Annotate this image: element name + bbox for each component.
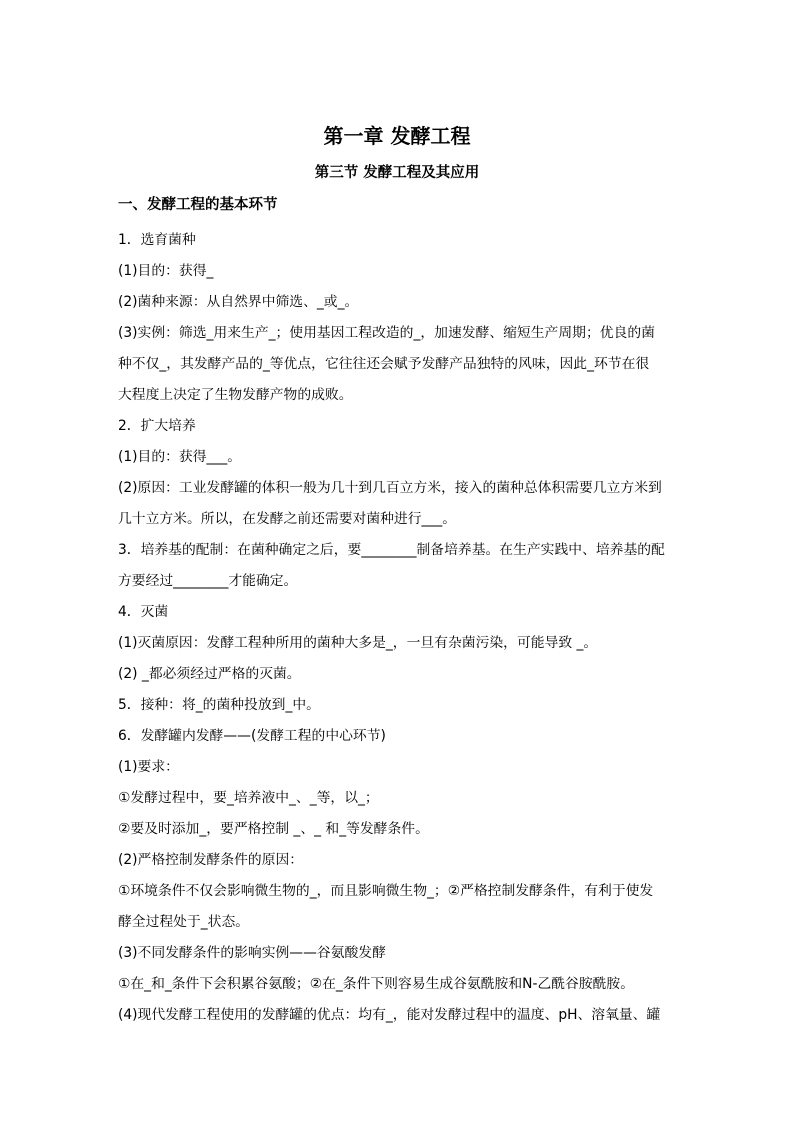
text-line: 5．接种：将_的菌种投放到_中。	[118, 697, 320, 713]
section-subtitle: 第三节 发酵工程及其应用	[314, 165, 480, 181]
text-line: 大程度上决定了生物发酵产物的成败。	[118, 387, 353, 403]
text-line: ①在_和_条件下会积累谷氨酸；②在_条件下则容易生成谷氨酰胺和N-乙酰谷胺酰胺。	[118, 976, 635, 992]
text-line: (3)不同发酵条件的影响实例——谷氨酸发酵	[118, 945, 386, 961]
text-line: 3．培养基的配制：在菌种确定之后，要________制备培养基。在生产实践中、培养基的配	[118, 542, 665, 558]
text-line: ②要及时添加_，要严格控制 _、_ 和_等发酵条件。	[118, 821, 429, 837]
text-line: (3)实例：筛选_用来生产_；使用基因工程改造的_，加速发酵、缩短生产周期；优良的菌	[118, 325, 655, 341]
text-line: (1)目的：获得___。	[118, 449, 242, 465]
section-heading: 一、发酵工程的基本环节	[118, 197, 278, 213]
text-line: (2) _都必须经过严格的灭菌。	[118, 666, 301, 682]
text-line: 2．扩大培养	[118, 418, 196, 434]
text-line: ①发酵过程中，要_培养液中_、_等，以_；	[118, 790, 379, 806]
text-line: 方要经过________才能确定。	[118, 573, 298, 589]
text-line: 种不仅_，其发酵产品的_等优点，它往往还会赋予发酵产品独特的风味，因此_环节在很	[118, 356, 650, 372]
text-line: (4)现代发酵工程使用的发酵罐的优点：均有_，能对发酵过程中的温度、pH、溶氧量、罐	[118, 1007, 661, 1023]
text-line: 6．发酵罐内发酵——(发酵工程的中心环节)	[118, 728, 386, 744]
text-line: (1)目的：获得_	[118, 263, 214, 279]
text-line: (2)原因：工业发酵罐的体积一般为几十到几百立方米，接入的菌种总体积需要几立方米到	[118, 480, 662, 496]
text-line: (2)菌种来源：从自然界中筛选、_或_。	[118, 294, 359, 310]
body-text	[118, 225, 674, 1031]
chapter-title: 第一章 发酵工程	[323, 124, 471, 148]
text-line: (1)要求：	[118, 759, 179, 775]
text-line: (2)严格控制发酵条件的原因：	[118, 852, 304, 868]
text-line: (1)灭菌原因：发酵工程种所用的菌种大多是_，一旦有杂菌污染，可能导致 _。	[118, 635, 598, 651]
text-line: 1．选育菌种	[118, 232, 196, 248]
text-line: 几十立方米。所以，在发酵之前还需要对菌种进行___。	[118, 511, 457, 527]
text-line: 4．灭菌	[118, 604, 169, 620]
text-line: 酵全过程处于_状态。	[118, 914, 250, 930]
text-line: ①环境条件不仅会影响微生物的_，而且影响微生物_；②严格控制发酵条件，有利于使发	[118, 883, 654, 899]
